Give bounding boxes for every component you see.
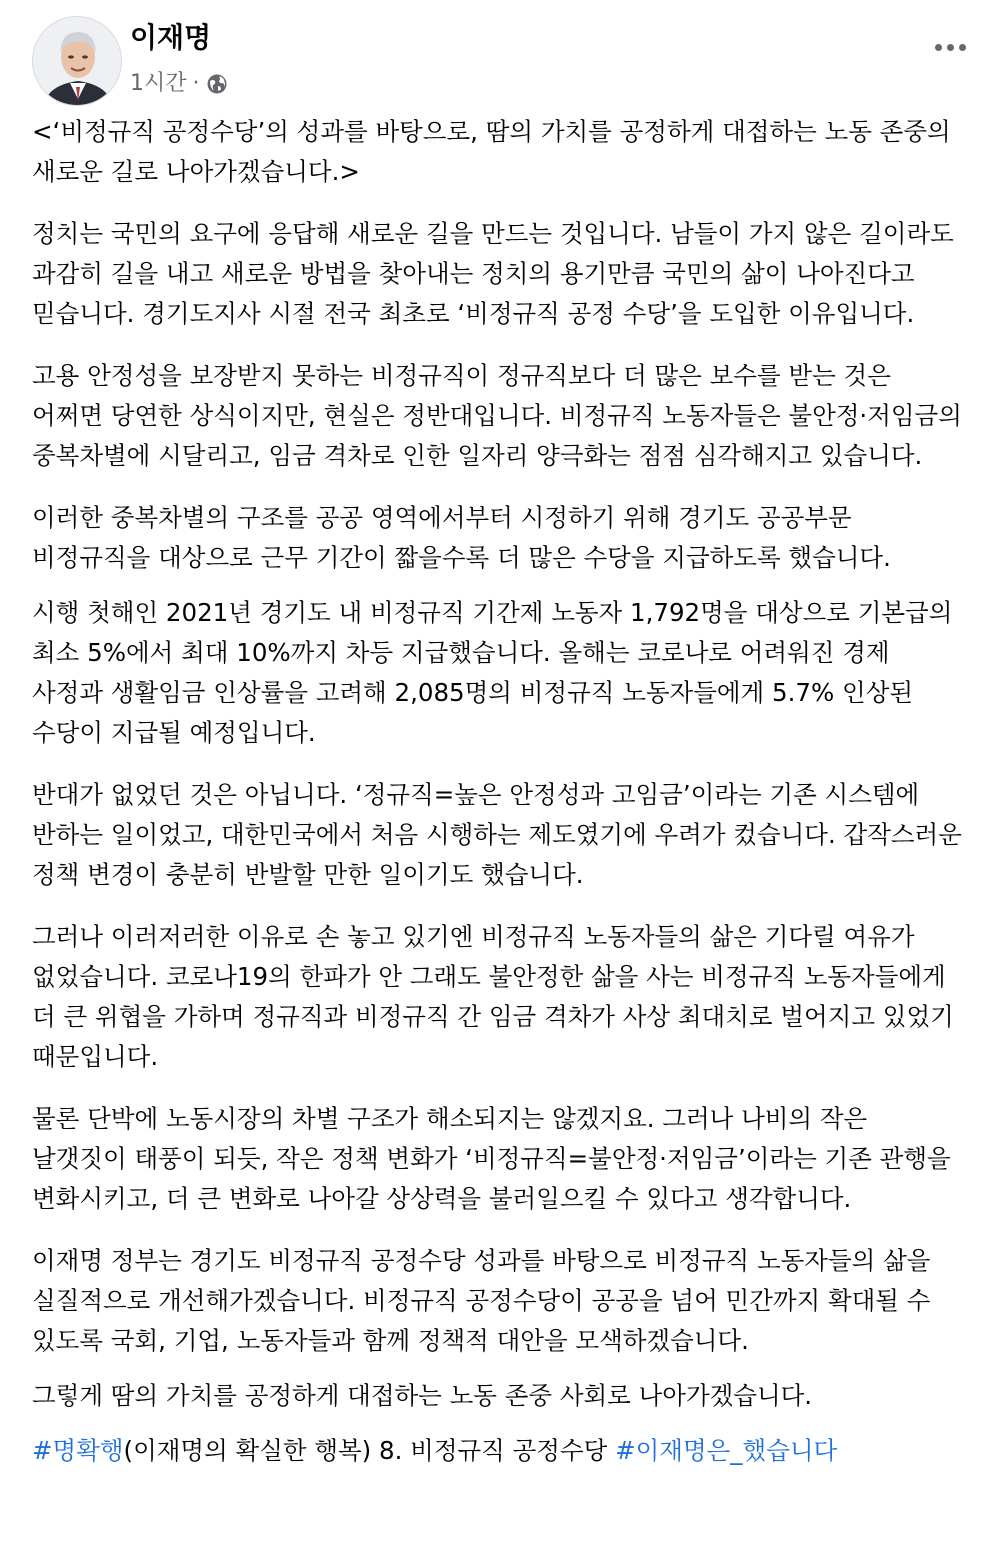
post-time[interactable]: 1시간 — [130, 71, 187, 96]
post-header — [32, 16, 972, 106]
post-paragraph: 이러한 중복차별의 구조를 공공 영역에서부터 시정하기 위해 경기도 공공부문 비정규직을 대상으로 근무 기간이 짧을수록 더 많은 수당을 지급하도록 했습니다. — [32, 503, 891, 572]
avatar[interactable] — [32, 16, 122, 106]
post-paragraph: 이재명 정부는 경기도 비정규직 공정수당 성과를 바탕으로 비정규직 노동자들의 삶을 실질적으로 개선해가겠습니다. 비정규직 공정수당이 공공을 넘어 민간까지 확대될 수 있도록 국회, 기업, 노동자들과 함께 정책적 대안을 모색하겠습니다. — [32, 1246, 931, 1355]
globe-icon[interactable] — [206, 73, 228, 95]
post-paragraph: 물론 단박에 노동시장의 차별 구조가 해소되지는 않겠지요. 그러나 나비의 작은 날갯짓이 태풍이 되듯, 작은 정책 변화가 ‘비정규직=불안정·저임금’이라는 기존 관행을 변화시키고, 더 큰 변화로 나아갈 상상력을 불러일으킬 수 있다고 생각합니다. — [32, 1104, 951, 1213]
more-dot — [959, 44, 966, 51]
more-options-button[interactable] — [928, 32, 972, 62]
more-horizontal-icon — [935, 44, 942, 51]
hashtag-description: (이재명의 확실한 행복) 8. 비정규직 공정수당 — [123, 1436, 616, 1465]
post-paragraph: 그렇게 땀의 가치를 공정하게 대접하는 노동 존중 사회로 나아가겠습니다. — [32, 1381, 813, 1410]
author-name[interactable]: 이재명 — [130, 21, 212, 54]
post-paragraph: 반대가 없었던 것은 아닙니다. ‘정규직=높은 안정성과 고임금’이라는 기존 시스템에 반하는 일이었고, 대한민국에서 처음 시행하는 제도였기에 우려가 컸습니다. 갑작스러운 정책 변경이 충분히 반발할 만한 일이기도 했습니다. — [32, 780, 962, 889]
hashtag-link[interactable]: #이재명은_했습니다 — [615, 1436, 838, 1465]
hashtag-link[interactable]: #명확행 — [32, 1436, 124, 1465]
meta-separator: · — [192, 71, 200, 96]
post-paragraph: 그러나 이러저러한 이유로 손 놓고 있기엔 비정규직 노동자들의 삶은 기다릴 여유가 없었습니다. 코로나19의 한파가 안 그래도 불안정한 삶을 사는 비정규직 노동자들에게 더 큰 위협을 가하며 정규직과 비정규직 간 임금 격차가 사상 최대치로 벌어지고 있었기 때문입니다. — [32, 922, 954, 1071]
post-paragraph: <‘비정규직 공정수당’의 성과를 바탕으로, 땀의 가치를 공정하게 대접하는 노동 존중의 새로운 길로 나아가겠습니다.> — [32, 117, 951, 186]
post-paragraph: 시행 첫해인 2021년 경기도 내 비정규직 기간제 노동자 1,792명을 대상으로 기본급의 최소 5%에서 최대 10%까지 차등 지급했습니다. 올해는 코로나로 어려워진 경제 사정과 생활임금 인상률을 고려해 2,085명의 비정규직 노동자들에게 5.7% 인상된 수당이 지급될 예정입니다. — [32, 598, 953, 747]
post-body — [32, 112, 962, 1493]
post-paragraph: 고용 안정성을 보장받지 못하는 비정규직이 정규직보다 더 많은 보수를 받는 것은 어쩌면 당연한 상식이지만, 현실은 정반대입니다. 비정규직 노동자들은 불안정·저임금의 중복차별에 시달리고, 임금 격차로 인한 일자리 양극화는 점점 심각해지고 있습니다. — [32, 361, 962, 470]
post-meta — [130, 70, 228, 98]
avatar-image — [33, 17, 122, 106]
post-paragraph: 정치는 국민의 요구에 응답해 새로운 길을 만드는 것입니다. 남들이 가지 않은 길이라도 과감히 길을 내고 새로운 방법을 찾아내는 정치의 용기만큼 국민의 삶이 나아진다고 믿습니다. 경기도지사 시절 전국 최초로 ‘비정규직 공정 수당’을 도입한 이유입니다. — [32, 219, 954, 328]
hashtag-line — [32, 1431, 962, 1471]
more-dot — [947, 44, 954, 51]
